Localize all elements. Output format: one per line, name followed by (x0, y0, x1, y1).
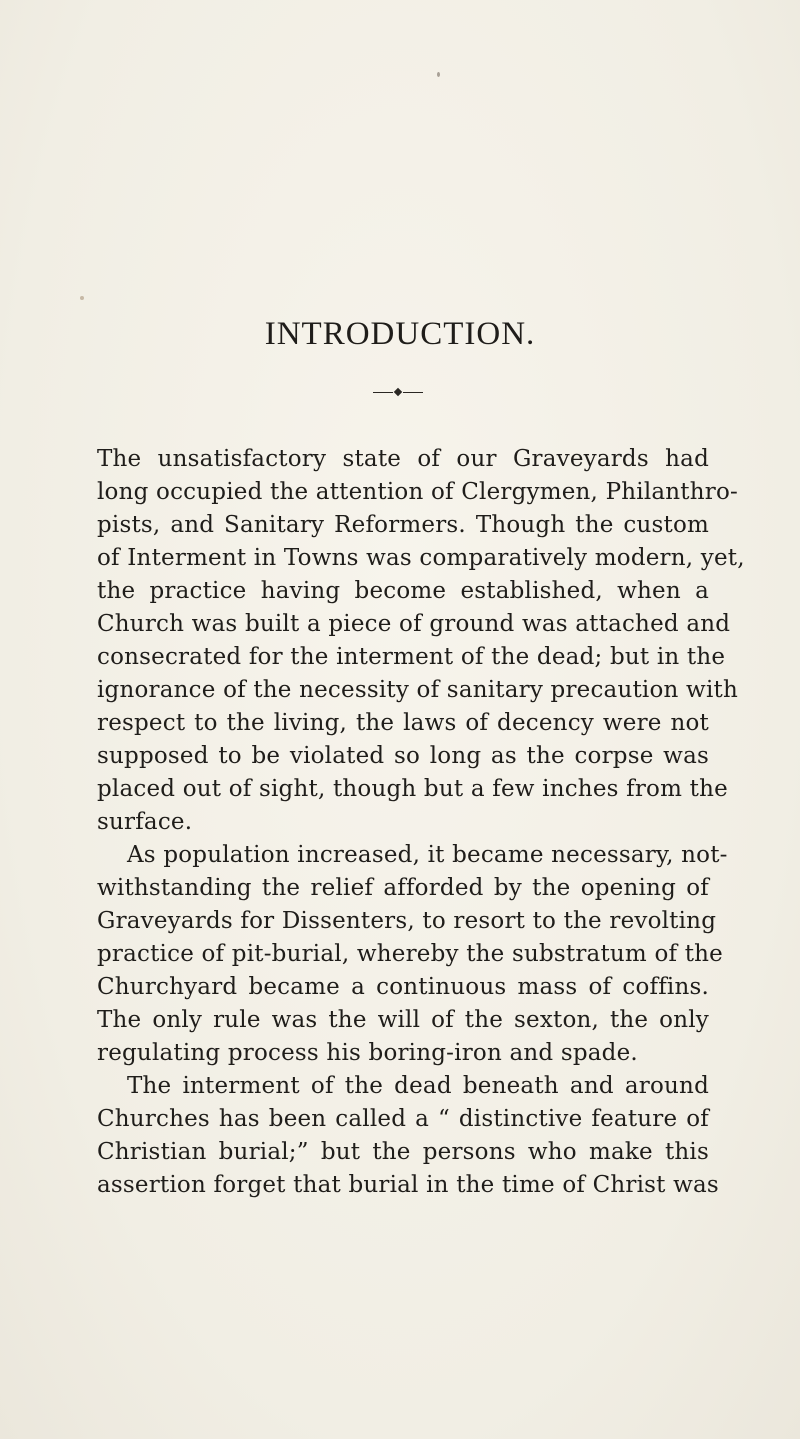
text-line: consecrated for the interment of the dead; but in the (97, 644, 726, 670)
text-line: assertion forget that burial in the time of Christ was (97, 1172, 719, 1198)
text-line: ignorance of the necessity of sanitary precaution with (97, 677, 738, 703)
text-line: long occupied the attention of Clergymen, Philanthro- (97, 479, 738, 505)
text-line: regulating process his boring-iron and spade. (97, 1040, 638, 1066)
ornamental-rule (373, 388, 423, 398)
text-line: respect to the living, the laws of decency were not (97, 710, 709, 736)
text-line: supposed to be violated so long as the corpse was (97, 743, 709, 769)
text-line: Churchyard became a continuous mass of coffins. (97, 974, 709, 1000)
text-line: The only rule was the will of the sexton, the only (97, 1007, 709, 1033)
text-line: pists, and Sanitary Reformers. Though the custom (97, 512, 709, 538)
text-line: As population increased, it became necessary, not- (127, 842, 728, 868)
text-line: Church was built a piece of ground was attached and (97, 611, 731, 637)
text-line: of Interment in Towns was comparatively modern, yet, (97, 545, 745, 571)
text-line: withstanding the relief afforded by the opening of (97, 875, 709, 901)
text-line: the practice having become established, when a (97, 578, 709, 604)
text-line: The interment of the dead beneath and around (127, 1073, 709, 1099)
page-title: INTRODUCTION. (264, 316, 536, 352)
text-line: practice of pit-burial, whereby the substratum of the (97, 941, 723, 967)
text-line: The unsatisfactory state of our Graveyards had (97, 446, 709, 472)
text-line: surface. (97, 809, 193, 835)
paper-speck (80, 296, 84, 300)
text-line: Christian burial;” but the persons who make this (97, 1139, 709, 1165)
diamond-ornament-icon (394, 388, 402, 396)
text-line: Graveyards for Dissenters, to resort to the revolting (97, 908, 717, 934)
paper-speck (437, 72, 440, 77)
text-line: Churches has been called a “ distinctive feature of (97, 1106, 709, 1132)
text-line: placed out of sight, though but a few inches from the (97, 776, 728, 802)
